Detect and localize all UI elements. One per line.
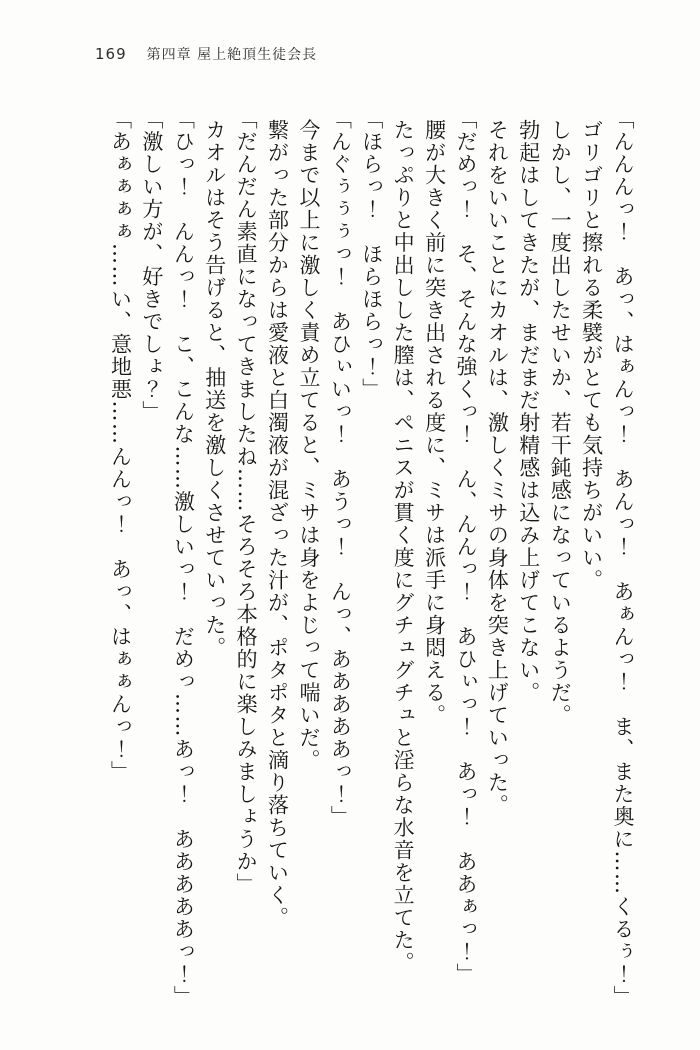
- text-column: 腰が大きく前に突き出される度に、ミサは派手に身悶える。: [422, 118, 447, 726]
- text-column: 「だんだん素直になってきましたね……そろそろ本格的に楽しみましょうか」: [234, 108, 259, 896]
- text-column: ゴリゴリと擦れる柔襞がとても気持ちがいい。: [579, 118, 604, 591]
- text-column: 今まで以上に激しく責め立てると、ミサは身をよじって喘いだ。: [296, 118, 321, 771]
- text-column: 「ほらっ！ ほらほらっ！」: [359, 108, 384, 401]
- text-column: 「激しい方が、好きでしょ？」: [139, 108, 164, 423]
- text-column: 「んんんっ！ あっ、はぁんっ！ あんっ！ あぁんっ！ ま、また奥に……くるぅ！」: [611, 108, 635, 1008]
- text-column: 「あぁぁぁぁ……い、意地悪……んんっ！ あっ、はぁぁんっ！」: [108, 108, 133, 783]
- text-column: 「だめっ！ そ、そんな強くっ！ ん、んんっ！ あひぃっ！ あっ！ ああぁっ！」: [453, 108, 478, 986]
- page-header: [95, 44, 317, 64]
- text-column: 勃起はしてきたが、まだまだ射精感は込み上げてこない。: [516, 118, 541, 704]
- page-text: [104, 108, 638, 1020]
- text-column: 繋がった部分からは愛液と白濁液が混ざった汁が、ポタポタと滴り落ちていく。: [265, 118, 290, 929]
- chapter-title: 第四章 屋上絶頂生徒会長: [146, 47, 318, 63]
- text-column: 「ひっ！ んんっ！ こ、こんな……激しいっ！ だめっ……あっ！ あああああっ！」: [171, 108, 196, 1008]
- text-column: カオルはそう告げると、抽送を激しくさせていった。: [202, 118, 227, 659]
- text-column: それをいいことにカオルは、激しくミサの身体を突き上げていった。: [485, 118, 510, 816]
- text-column: しかし、一度出したせいか、若干鈍感になっているようだ。: [548, 118, 573, 726]
- text-column: 「んぐぅぅぅっ！ あひぃいっ！ あうっ！ んっ、あああああっ！」: [328, 108, 353, 828]
- page-number: 169: [95, 45, 127, 63]
- text-column: たっぷりと中出しした膣は、ペニスが貫く度にグチュグチュと淫らな水音を立てた。: [391, 118, 416, 974]
